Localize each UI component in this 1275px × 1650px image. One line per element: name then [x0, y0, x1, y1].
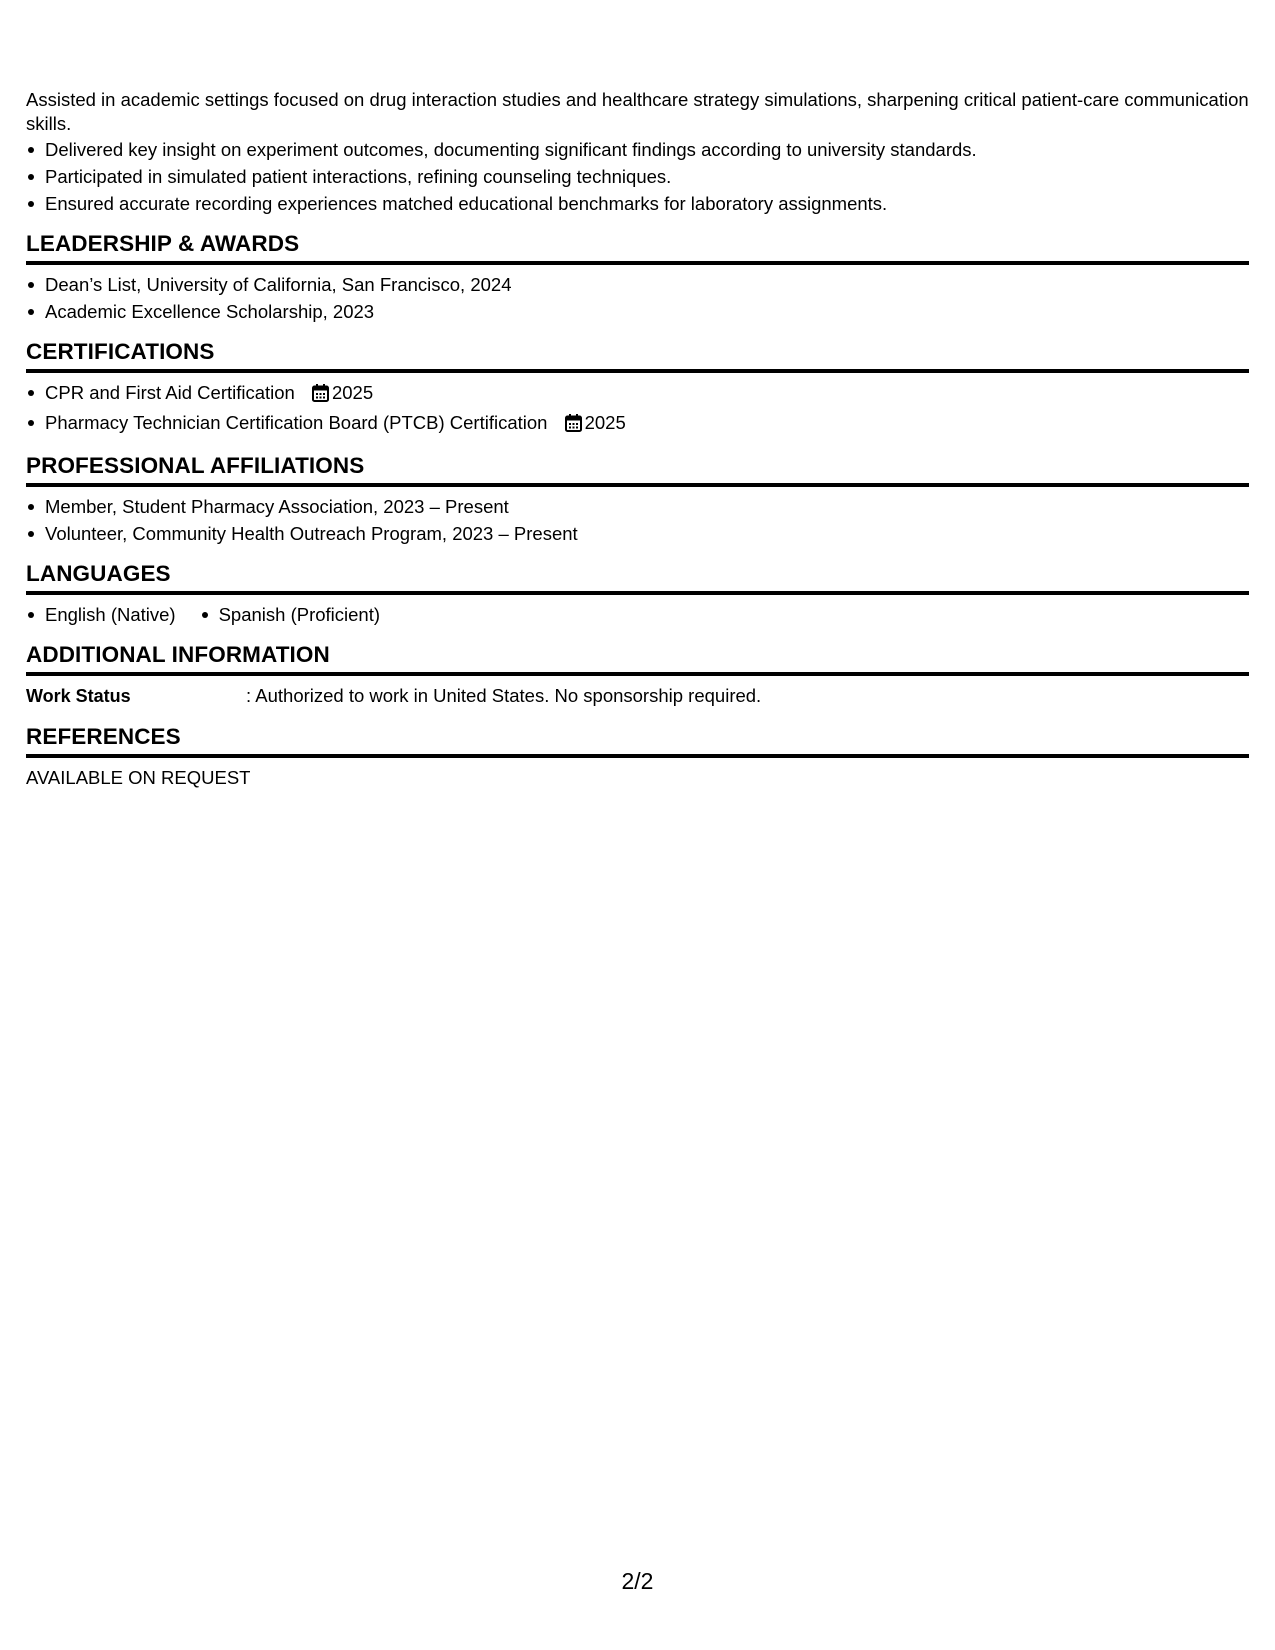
list-item: Participated in simulated patient interactions, refining counseling techniques. — [26, 163, 1249, 190]
affiliations-list — [26, 493, 1249, 547]
list-item — [26, 409, 1249, 439]
work-status-row — [26, 682, 1249, 710]
list-item — [26, 379, 1249, 409]
experience-intro: Assisted in academic settings focused on drug interaction studies and healthcare strategy simulations, sharpening critical patient-care communication skills. — [26, 89, 1249, 134]
certification-name: Pharmacy Technician Certification Board (PTCB) Certification — [45, 412, 548, 433]
certifications-section — [26, 338, 1249, 439]
affiliations-section — [26, 452, 1249, 547]
section-title-affiliations: PROFESSIONAL AFFILIATIONS — [26, 452, 1249, 487]
section-title-references: REFERENCES — [26, 723, 1249, 758]
section-title-languages: LANGUAGES — [26, 560, 1249, 595]
list-item: English (Native) — [26, 601, 176, 628]
work-status-value: : Authorized to work in United States. No sponsorship required. — [246, 685, 762, 706]
work-status-label: Work Status — [26, 686, 131, 706]
calendar-icon — [565, 412, 582, 439]
leadership-list — [26, 271, 1249, 325]
leadership-section — [26, 230, 1249, 325]
section-title-certifications: CERTIFICATIONS — [26, 338, 1249, 373]
section-title-additional: ADDITIONAL INFORMATION — [26, 641, 1249, 676]
page-number: 2/2 — [621, 1568, 654, 1594]
list-item: Member, Student Pharmacy Association, 2023 – Present — [26, 493, 1249, 520]
certification-year: 2025 — [331, 382, 374, 403]
calendar-icon — [312, 382, 329, 409]
list-item: Academic Excellence Scholarship, 2023 — [26, 298, 1249, 325]
languages-section — [26, 560, 1249, 628]
section-title-leadership: LEADERSHIP & AWARDS — [26, 230, 1249, 265]
references-section — [26, 723, 1249, 792]
languages-list — [26, 601, 1249, 628]
list-item: Dean’s List, University of California, San Francisco, 2024 — [26, 271, 1249, 298]
resume-content — [26, 88, 1249, 792]
list-item: Delivered key insight on experiment outcomes, documenting significant findings according to university standards. — [26, 136, 1249, 163]
certification-year: 2025 — [584, 412, 626, 433]
references-text: AVAILABLE ON REQUEST — [26, 767, 251, 788]
list-item: Spanish (Proficient) — [200, 601, 380, 628]
additional-info-section — [26, 641, 1249, 710]
certifications-list — [26, 379, 1249, 439]
experience-bullets — [26, 136, 1249, 217]
list-item: Volunteer, Community Health Outreach Program, 2023 – Present — [26, 520, 1249, 547]
list-item: Ensured accurate recording experiences matched educational benchmarks for laboratory assignments. — [26, 190, 1249, 217]
certification-name: CPR and First Aid Certification — [45, 382, 295, 403]
experience-continuation — [26, 88, 1249, 217]
